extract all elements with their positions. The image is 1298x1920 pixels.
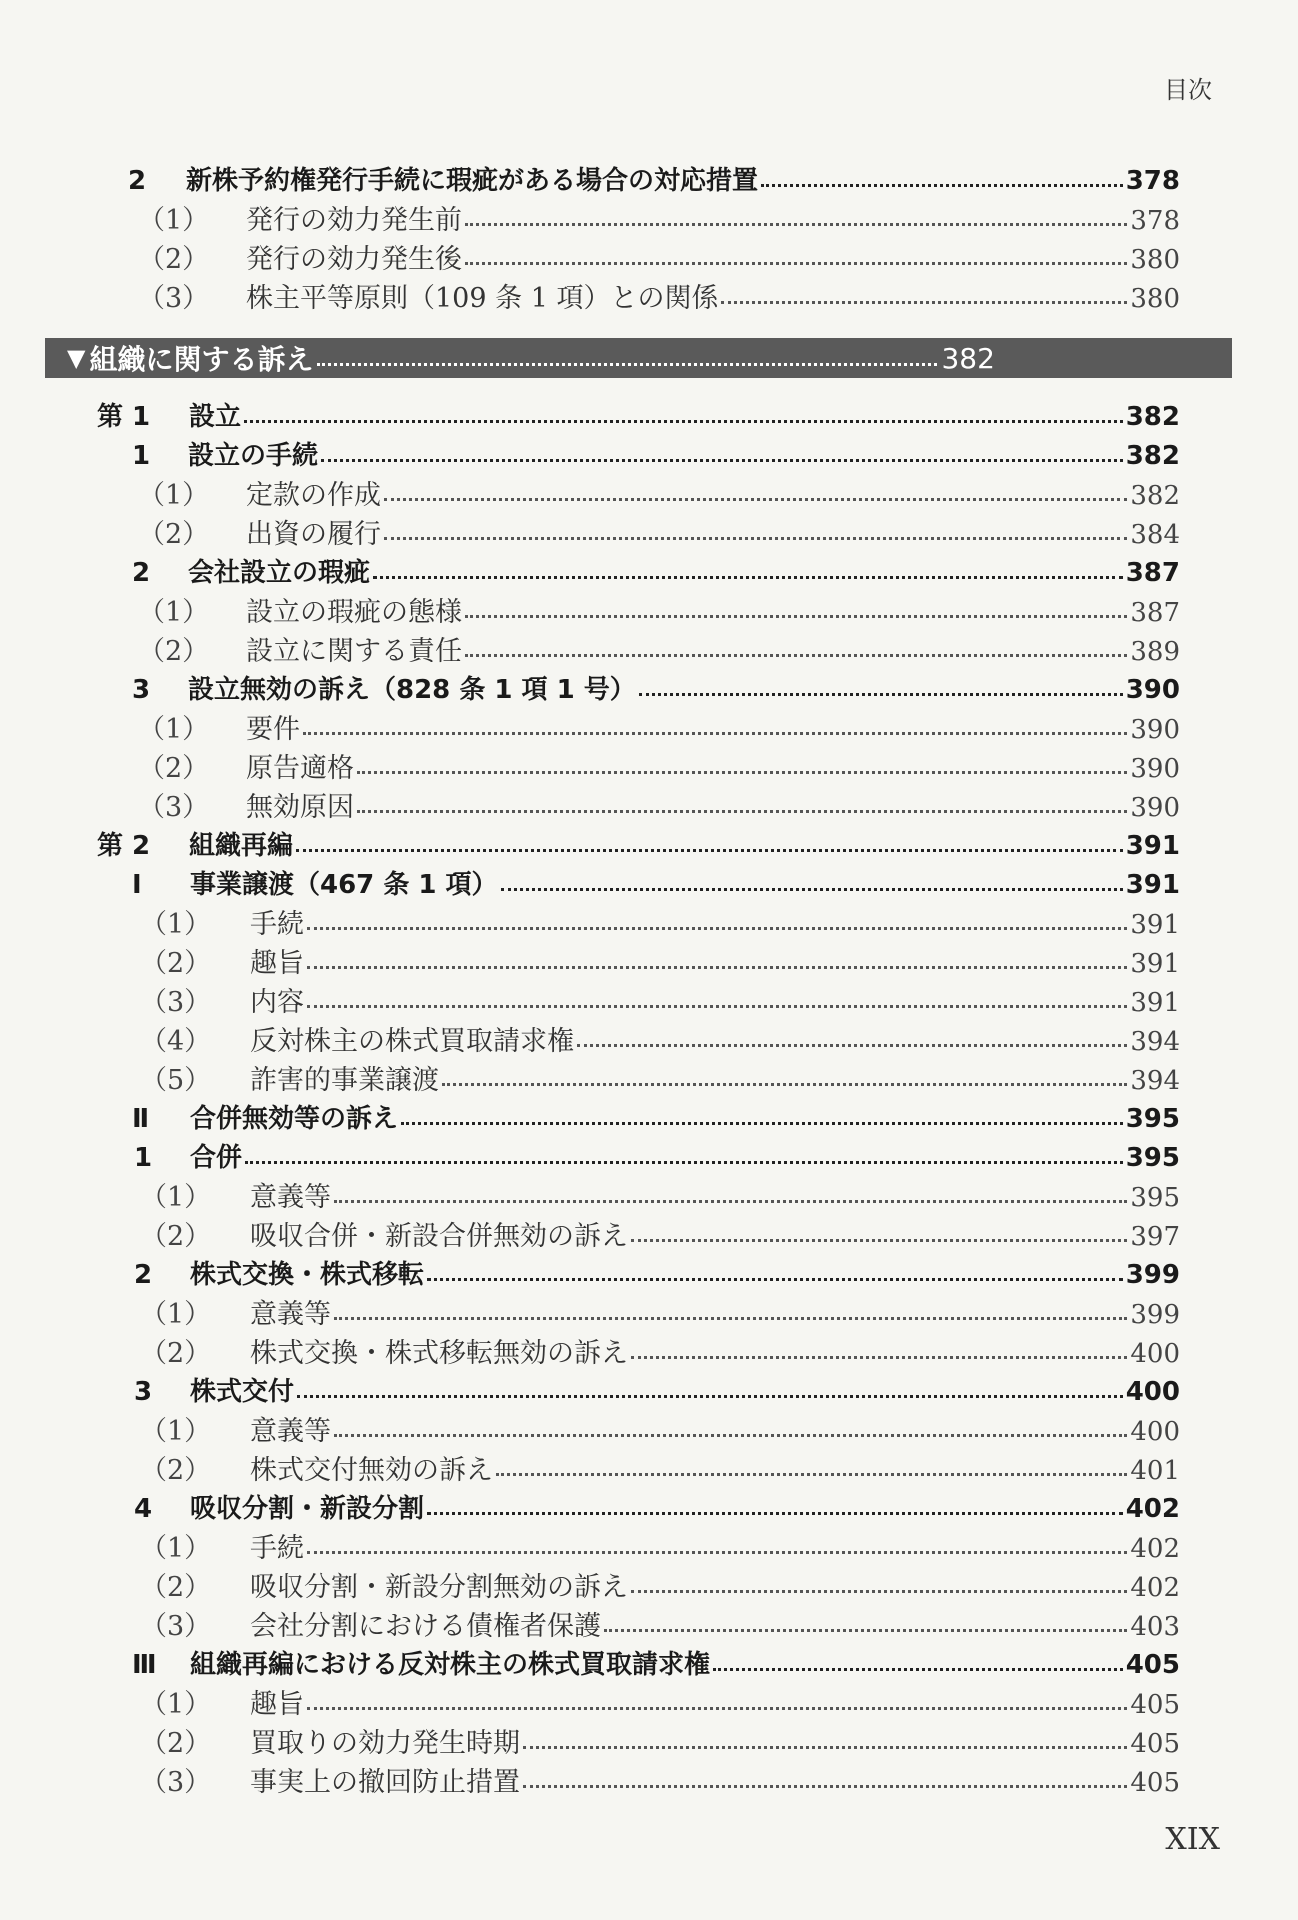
toc-row-title: 株式交付無効の訴え (250, 1455, 493, 1486)
toc-row-number: （1） (138, 480, 210, 511)
toc-row[interactable] (140, 905, 1180, 944)
toc-row-number: （5） (140, 1065, 212, 1096)
toc-row-number: 第 2 (97, 831, 151, 861)
toc-row-title: 要件 (246, 714, 300, 745)
toc-row[interactable] (132, 866, 1180, 905)
toc-row-page: 380 (1130, 245, 1180, 275)
toc-row[interactable] (140, 983, 1180, 1022)
toc-row-page: 382 (1125, 441, 1180, 471)
section-title: 組織に関する訴え (89, 343, 314, 376)
leader-dots (303, 732, 1127, 735)
toc-row-number: （1） (138, 597, 210, 628)
toc-row-title: 手続 (250, 1533, 304, 1564)
leader-dots (245, 1161, 1123, 1164)
toc-row-number: （1） (140, 1689, 212, 1720)
leader-dots (631, 1356, 1127, 1359)
toc-row[interactable] (132, 1646, 1180, 1685)
toc-row-title: 内容 (250, 987, 304, 1018)
toc-row-page: 387 (1130, 598, 1180, 628)
leader-dots (721, 301, 1127, 304)
toc-row[interactable] (138, 593, 1180, 632)
toc-row-page: 401 (1130, 1456, 1180, 1486)
toc-row[interactable] (140, 1451, 1180, 1490)
leader-dots (384, 537, 1127, 540)
toc-row[interactable] (140, 1412, 1180, 1451)
toc-row[interactable] (138, 476, 1180, 515)
toc-row-title: 吸収分割・新設分割無効の訴え (250, 1572, 628, 1603)
toc-row-title: 株式交換・株式移転無効の訴え (250, 1338, 628, 1369)
toc-row-page: 399 (1130, 1300, 1180, 1330)
toc-row-page: 397 (1130, 1222, 1180, 1252)
leader-dots (442, 1083, 1127, 1086)
toc-row-number: （2） (140, 1728, 212, 1759)
toc-row-number: （1） (140, 1416, 212, 1447)
toc-row-title: 株式交付 (190, 1377, 295, 1407)
toc-row-number: 2 (128, 166, 147, 196)
toc-row-page: 395 (1125, 1143, 1180, 1173)
leader-dots (357, 771, 1127, 774)
toc-row-title: 設立の瑕疵の態様 (246, 597, 462, 628)
toc-row[interactable] (140, 1607, 1180, 1646)
toc-row-page: 390 (1130, 754, 1180, 784)
leader-dots (321, 459, 1123, 462)
leader-dots (465, 223, 1127, 226)
leader-dots (384, 498, 1127, 501)
leader-dots (244, 420, 1123, 423)
toc-row-page: 400 (1130, 1339, 1180, 1369)
leader-dots (761, 184, 1123, 187)
toc-row-page: 402 (1130, 1573, 1180, 1603)
toc-row-number: 2 (134, 1260, 153, 1290)
toc-row-number: 4 (134, 1494, 153, 1524)
leader-dots (427, 1512, 1123, 1515)
toc-row-number: （1） (138, 205, 210, 236)
leader-dots (334, 1434, 1127, 1437)
toc-row[interactable] (138, 515, 1180, 554)
toc-row[interactable] (97, 398, 1180, 437)
toc-row[interactable] (140, 1217, 1180, 1256)
leader-dots (523, 1785, 1127, 1788)
toc-row[interactable] (138, 279, 1180, 318)
toc-row-title: 出資の履行 (246, 519, 381, 550)
toc-row-number: （2） (140, 1221, 212, 1252)
toc-row-number: （1） (140, 1533, 212, 1564)
toc-row-page: 400 (1125, 1377, 1180, 1407)
toc-row-page: 389 (1130, 637, 1180, 667)
toc-row-title: 定款の作成 (246, 480, 381, 511)
toc-row-number: （3） (138, 283, 210, 314)
toc-row[interactable] (140, 1061, 1180, 1100)
toc-row[interactable] (132, 1100, 1180, 1139)
toc-row-title: 無効原因 (246, 792, 354, 823)
toc-row-page: 391 (1130, 988, 1180, 1018)
toc-row[interactable] (134, 1490, 1180, 1529)
toc-row-number: 3 (134, 1377, 153, 1407)
toc-row-number: （3） (140, 987, 212, 1018)
leader-dots (296, 849, 1123, 852)
section-page: 382 (941, 341, 995, 375)
toc-row-title: 意義等 (250, 1416, 331, 1447)
toc-row-number: （2） (138, 519, 210, 550)
toc-row-page: 391 (1125, 870, 1180, 900)
leader-dots (631, 1239, 1127, 1242)
toc-row-page: 390 (1130, 793, 1180, 823)
toc-row-number: 第 1 (97, 402, 151, 432)
leader-dots (297, 1395, 1123, 1398)
toc-row[interactable] (140, 1724, 1180, 1763)
leader-dots (465, 615, 1127, 618)
toc-row-page: 402 (1125, 1494, 1180, 1524)
toc-row-number: （2） (138, 636, 210, 667)
toc-row-number: （2） (140, 948, 212, 979)
toc-row-page: 390 (1125, 675, 1180, 705)
leader-dots (427, 1278, 1123, 1281)
toc-row-page: 382 (1125, 402, 1180, 432)
toc-row-title: 反対株主の株式買取請求権 (250, 1026, 574, 1057)
toc-row[interactable] (132, 671, 1180, 710)
toc-row[interactable] (132, 554, 1180, 593)
toc-row-title: 組織再編 (189, 831, 294, 861)
leader-dots (307, 927, 1127, 930)
toc-row[interactable] (140, 944, 1180, 983)
toc-row-title: 趣旨 (250, 948, 304, 979)
toc-row-title: 事業譲渡（467 条 1 項） (190, 870, 498, 900)
toc-row[interactable] (128, 162, 1180, 201)
toc-row-number: （2） (138, 753, 210, 784)
toc-row[interactable] (138, 710, 1180, 749)
toc-row-title: 吸収合併・新設合併無効の訴え (250, 1221, 628, 1252)
leader-dots (631, 1590, 1127, 1593)
toc-row-number: （1） (140, 1299, 212, 1330)
leader-dots (334, 1200, 1127, 1203)
toc-row-title: 意義等 (250, 1182, 331, 1213)
toc-row-number: Ⅰ (132, 870, 142, 900)
toc-row-page: 380 (1130, 284, 1180, 314)
leader-dots (639, 693, 1123, 696)
toc-row[interactable] (140, 1022, 1180, 1061)
toc-row[interactable] (134, 1139, 1180, 1178)
toc-row-title: 合併無効等の訴え (190, 1104, 399, 1134)
toc-row[interactable] (140, 1295, 1180, 1334)
toc-row[interactable] (138, 788, 1180, 827)
toc-row-number: （4） (140, 1026, 212, 1057)
leader-dots (713, 1668, 1123, 1671)
toc-row[interactable] (140, 1178, 1180, 1217)
toc-row-number: （3） (140, 1767, 212, 1798)
toc-row-number: 3 (132, 675, 151, 705)
toc-row-title: 設立 (189, 402, 242, 432)
page-header-label: 目次 (1164, 76, 1212, 104)
section-heading[interactable] (45, 338, 1232, 378)
triangle-down-icon: ▼ (67, 344, 86, 372)
leader-dots (523, 1746, 1127, 1749)
leader-dots (307, 1005, 1127, 1008)
toc-row[interactable] (134, 1256, 1180, 1295)
toc-row[interactable] (138, 749, 1180, 788)
leader-dots (401, 1122, 1123, 1125)
toc-row-page: 382 (1130, 481, 1180, 511)
toc-row-page: 402 (1130, 1534, 1180, 1564)
toc-row[interactable] (140, 1568, 1180, 1607)
toc-row-page: 403 (1130, 1612, 1180, 1642)
toc-row-title: 組織再編における反対株主の株式買取請求権 (190, 1650, 711, 1680)
toc-row-title: 手続 (250, 909, 304, 940)
toc-row-title: 原告適格 (246, 753, 354, 784)
toc-row-page: 394 (1130, 1027, 1180, 1057)
toc-row-title: 株主平等原則（109 条 1 項）との関係 (246, 283, 719, 314)
toc-row[interactable] (134, 1373, 1180, 1412)
toc-row-page: 390 (1130, 715, 1180, 745)
leader-dots (373, 576, 1123, 579)
leader-dots (307, 1707, 1127, 1710)
leader-dots (307, 1551, 1127, 1554)
toc-row-page: 378 (1125, 166, 1180, 196)
toc-row-title: 合併 (190, 1143, 243, 1173)
toc-row-page: 405 (1130, 1690, 1180, 1720)
toc-row-number: Ⅱ (132, 1104, 150, 1134)
toc-row-title: 詐害的事業譲渡 (250, 1065, 439, 1096)
toc-row-title: 買取りの効力発生時期 (250, 1728, 520, 1759)
toc-row-title: 吸収分割・新設分割 (190, 1494, 425, 1524)
toc-row-number: 2 (132, 558, 151, 588)
toc-row[interactable] (140, 1334, 1180, 1373)
toc-row-page: 391 (1130, 910, 1180, 940)
leader-dots (357, 810, 1127, 813)
toc-row[interactable] (140, 1529, 1180, 1568)
toc-row-page: 378 (1130, 206, 1180, 236)
toc-row-page: 395 (1125, 1104, 1180, 1134)
toc-row-title: 会社分割における債権者保護 (250, 1611, 601, 1642)
leader-dots (465, 262, 1127, 265)
toc-row-number: （1） (140, 909, 212, 940)
leader-dots (334, 1317, 1127, 1320)
leader-dots (317, 363, 937, 366)
toc-row-number: （2） (138, 244, 210, 275)
toc-row-number: Ⅲ (132, 1650, 157, 1680)
toc-row[interactable] (138, 632, 1180, 671)
toc-row-number: （3） (140, 1611, 212, 1642)
toc-row[interactable] (138, 240, 1180, 279)
toc-row-title: 株式交換・株式移転 (190, 1260, 425, 1290)
leader-dots (501, 888, 1123, 891)
toc-row-number: （2） (140, 1455, 212, 1486)
leader-dots (496, 1473, 1127, 1476)
toc-row-page: 405 (1130, 1729, 1180, 1759)
leader-dots (307, 966, 1127, 969)
toc-row-page: 399 (1125, 1260, 1180, 1290)
toc-row-number: （3） (138, 792, 210, 823)
leader-dots (604, 1629, 1127, 1632)
toc-row-number: 1 (132, 441, 151, 471)
toc-row-page: 405 (1125, 1650, 1180, 1680)
toc-row-number: （1） (140, 1182, 212, 1213)
leader-dots (465, 654, 1127, 657)
toc-row-page: 391 (1125, 831, 1180, 861)
toc-row-number: （2） (140, 1572, 212, 1603)
toc-row-title: 設立の手続 (188, 441, 319, 471)
toc-row-page: 405 (1130, 1768, 1180, 1798)
toc-row[interactable] (140, 1763, 1180, 1802)
toc-row-number: （1） (138, 714, 210, 745)
toc-row-title: 発行の効力発生後 (246, 244, 462, 275)
toc-row-title: 新株予約権発行手続に瑕疵がある場合の対応措置 (186, 166, 759, 196)
toc-row-title: 趣旨 (250, 1689, 304, 1720)
toc-row-title: 設立無効の訴え（828 条 1 項 1 号） (188, 675, 636, 705)
leader-dots (577, 1044, 1127, 1047)
toc-row-title: 会社設立の瑕疵 (188, 558, 371, 588)
page-number: XIX (1165, 1822, 1220, 1857)
toc-row-number: （2） (140, 1338, 212, 1369)
toc-row-page: 391 (1130, 949, 1180, 979)
toc-row[interactable] (140, 1685, 1180, 1724)
toc-row-page: 395 (1130, 1183, 1180, 1213)
toc-row-title: 事実上の撤回防止措置 (250, 1767, 520, 1798)
toc-row[interactable] (138, 201, 1180, 240)
toc-row-title: 意義等 (250, 1299, 331, 1330)
toc-row-page: 400 (1130, 1417, 1180, 1447)
toc-row[interactable] (132, 437, 1180, 476)
toc-row-page: 387 (1125, 558, 1180, 588)
toc-row-title: 設立に関する責任 (246, 636, 462, 667)
toc-row-page: 384 (1130, 520, 1180, 550)
toc-row-title: 発行の効力発生前 (246, 205, 462, 236)
toc-row-number: 1 (134, 1143, 153, 1173)
toc-row[interactable] (97, 827, 1180, 866)
toc-row-page: 394 (1130, 1066, 1180, 1096)
